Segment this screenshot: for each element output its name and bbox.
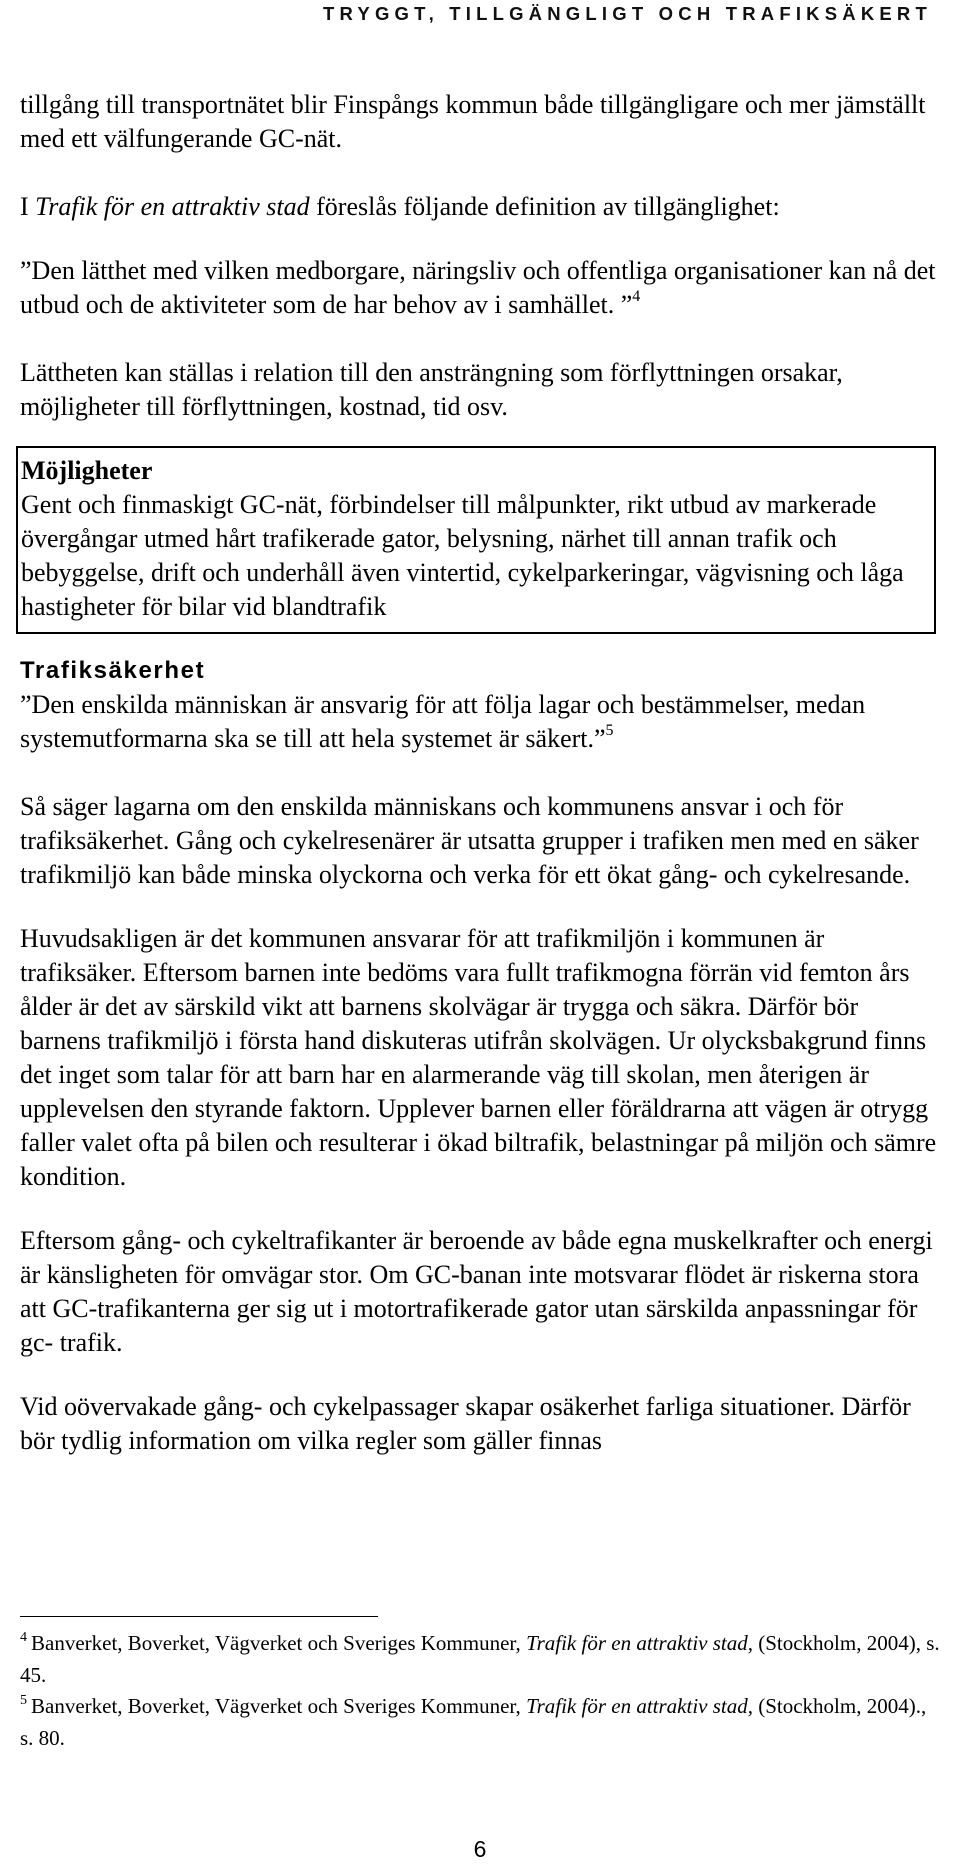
footnote-ref[interactable]: 5 bbox=[605, 722, 614, 739]
definition-prefix: I bbox=[20, 192, 36, 221]
accessibility-quote bbox=[20, 254, 940, 326]
footnote-divider bbox=[20, 1616, 378, 1617]
body-paragraph: Eftersom gång- och cykeltrafikanter är beroende av både egna muskelkrafter och energi är känsligheten för omvägar stor. Om GC-banan inte motsvarar flödet är riskerna stora att GC-trafikanterna ger sig ut i motortrafikerade gator utan särskilda anpassningar för gc- trafik. bbox=[20, 1226, 933, 1357]
footnote-prefix: Banverket, Boverket, Vägverket och Sveriges Kommuner, bbox=[31, 1694, 527, 1718]
definition-intro bbox=[20, 190, 940, 224]
section-heading: Trafiksäkerhet bbox=[20, 657, 206, 684]
footnote-number: 5 bbox=[20, 1693, 27, 1708]
footnote-ref[interactable]: 4 bbox=[632, 288, 641, 305]
body-paragraph: Vid oövervakade gång- och cykelpassager skapar osäkerhet farliga situationer. Därför bör tydlig information om vilka regler som gäller finnas bbox=[20, 1392, 911, 1455]
quote-text: ”Den lätthet med vilken medborgare, näringsliv och offentliga organisationer kan nå det utbud och de aktiviteter som de har behov av i samhället. ” bbox=[20, 256, 936, 319]
box-title: Möjligheter bbox=[21, 456, 153, 485]
footnote-prefix: Banverket, Boverket, Vägverket och Sveriges Kommuner, bbox=[31, 1631, 527, 1655]
safety-quote bbox=[20, 688, 940, 760]
footnote-suffix: (Stockholm, 2004)., s. 80. bbox=[20, 1694, 927, 1750]
box-text: Gent och finmaskigt GC-nät, förbindelser till målpunkter, rikt utbud av markerade övergångar utmed hårt trafikerade gator, belysning, närhet till annan trafik och bebyggelse, drift och underhåll även vintertid, cykelparkeringar, vägvisning och låga hastigheter för bilar vid blandtrafik bbox=[21, 490, 904, 621]
footnotes bbox=[20, 1616, 940, 1755]
lattheten-paragraph: Lättheten kan ställas i relation till den ansträngning som förflyttningen orsakar, möjligheter till förflyttningen, kostnad, tid osv. bbox=[20, 358, 843, 421]
footnote-title: Trafik för en attraktiv stad, bbox=[526, 1694, 753, 1718]
footnote-title: Trafik för en attraktiv stad, bbox=[526, 1631, 753, 1655]
page-number: 6 bbox=[473, 1836, 487, 1862]
footnote-5 bbox=[20, 1692, 940, 1752]
footnote-suffix: (Stockholm, 2004), s. 45. bbox=[20, 1631, 940, 1687]
main-content bbox=[20, 88, 940, 1458]
body-paragraph: Så säger lagarna om den enskilda människans och kommunens ansvar i och för trafiksäkerhet. Gång och cykelresenärer är utsatta grupper i trafiken men med en säker trafikmiljö kan både minska olyckorna och verka för ett ökat gång- och cykelresande. bbox=[20, 792, 919, 889]
possibilities-box bbox=[16, 446, 936, 634]
footnote-number: 4 bbox=[20, 1630, 27, 1645]
body-paragraph: Huvudsakligen är det kommunen ansvarar för att trafikmiljön i kommunen är trafiksäker. Eftersom barnen inte bedöms vara fullt trafikmogna förrän vid femton års ålder är det av särskild vikt att barnens skolvägar är trygga och säkra. Därför bör barnens trafikmiljö i första hand diskuteras utifrån skolvägen. Ur olycksbakgrund finns det inget som talar för att barn har en alarmerande väg till skolan, men återigen är upplevelsen den styrande faktorn. Upplever barnen eller föräldrarna att vägen är otrygg faller valet ofta på bilen och resulterar i ökad biltrafik, belastningar på miljön och sämre kondition. bbox=[20, 924, 937, 1191]
definition-title: Trafik för en attraktiv stad bbox=[35, 192, 310, 221]
intro-paragraph: tillgång till transportnätet blir Finspångs kommun både tillgängligare och mer jämställt med ett välfungerande GC-nät. bbox=[20, 90, 926, 153]
quote-text: ”Den enskilda människan är ansvarig för att följa lagar och bestämmelser, medan systemutformarna ska se till att hela systemet är säkert.” bbox=[20, 690, 866, 753]
definition-suffix: föreslås följande definition av tillgänglighet: bbox=[309, 192, 780, 221]
footnote-4 bbox=[20, 1629, 940, 1689]
running-header: TRYGGT, TILLGÄNGLIGT OCH TRAFIKSÄKERT bbox=[323, 3, 932, 24]
